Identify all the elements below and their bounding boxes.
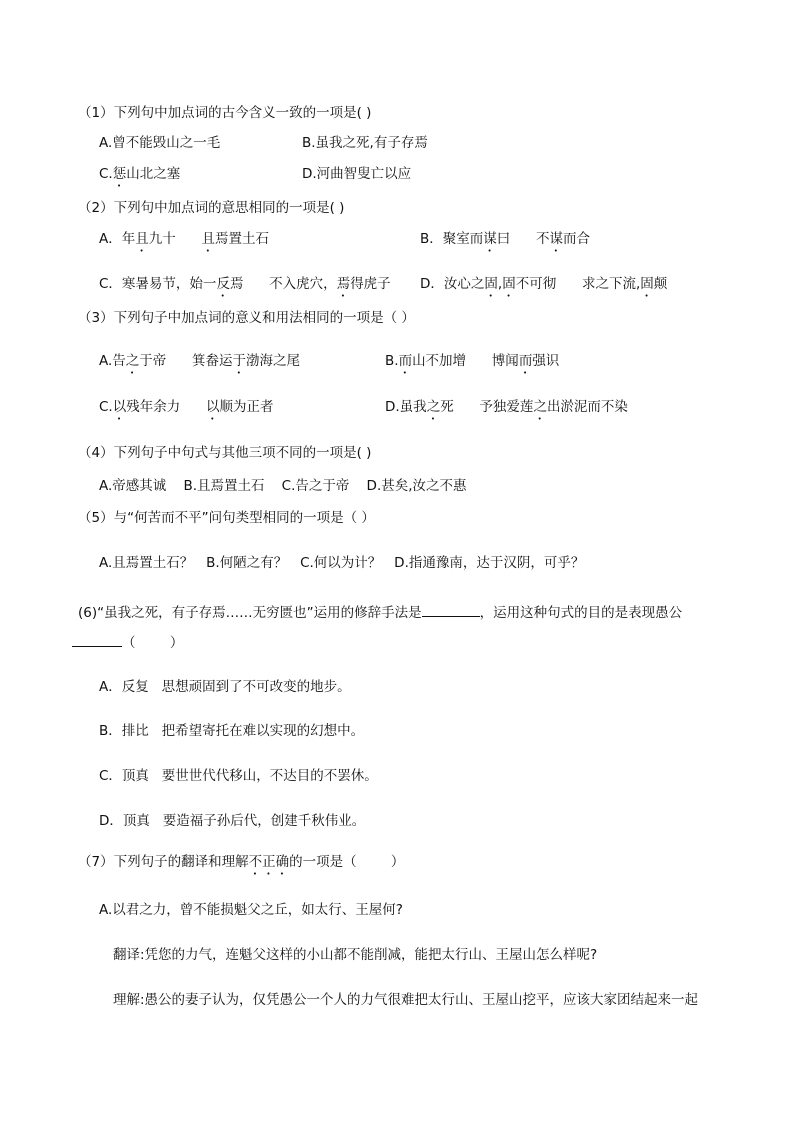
q6-option-d: D．顶真 要造福子孙后代，创建千秋伟业。 — [99, 813, 366, 829]
q3-stem: （3）下列句子中加点词的意义和用法相同的一项是（ ） — [78, 310, 415, 326]
q4-stem: （4）下列句子中句式与其他三项不同的一项是( ) — [78, 445, 372, 461]
q7-understanding: 理解:愚公的妻子认为，仅凭愚公一个人的力气很难把太行山、王屋山挖平，应该大家团结起来一起 — [113, 992, 699, 1008]
q2-option-a: A．年且九十 且焉置土石 — [99, 231, 269, 247]
q6-option-c: C．顶真 要世世代代移山，不达目的不罢休。 — [99, 768, 378, 784]
q2-option-b: B．聚室而谋曰 不谋而合 — [420, 231, 591, 247]
q6-stem-cont: （ ） — [72, 632, 183, 652]
q2-stem: （2）下列句中加点词的意思相同的一项是( ) — [78, 200, 345, 216]
q6-option-a: A．反复 思想顽固到了不可改变的地步。 — [99, 679, 351, 695]
q7-option-a: A.以君之力，曾不能损魁父之丘，如太行、王屋何? — [99, 902, 403, 918]
q6-option-b: B．排比 把希望寄托在难以实现的幻想中。 — [99, 723, 365, 739]
q5-options: A.且焉置土石？ B.何陋之有？ C.何以为计？ D.指通豫南，达于汉阴，可乎？ — [99, 555, 585, 571]
q7-translation: 翻译:凭您的力气，连魁父这样的小山都不能削减，能把太行山、王屋山怎么样呢? — [113, 947, 598, 963]
q3-option-b: B.而山不加增 博闻而强识 — [385, 353, 560, 369]
q6-blank-1[interactable] — [422, 602, 480, 617]
q3-option-d: D.虽我之死 予独爱莲之出淤泥而不染 — [385, 399, 628, 415]
q1-option-a: A.曾不能毁山之一毛 — [99, 135, 221, 151]
q1-option-c: C.惩山北之塞 — [99, 166, 181, 182]
q6-blank-2[interactable] — [72, 632, 122, 647]
q1-option-d: D.河曲智叟亡以应 — [302, 166, 412, 182]
q5-stem: （5）与“何苦而不平”问句类型相同的一项是（ ） — [78, 510, 375, 526]
q2-option-d: D．汝心之固,固不可彻 求之下流,固颠 — [420, 276, 668, 292]
q7-stem: （7）下列句子的翻译和理解不正确的一项是（ ） — [78, 854, 405, 870]
q3-option-a: A.告之于帝 箕畚运于渤海之尾 — [99, 353, 301, 369]
q1-stem: （1）下列句中加点词的古今含义一致的一项是( ) — [78, 105, 372, 121]
q6-stem: (6)“虽我之死，有子存焉……无穷匮也”运用的修辞手法是 ，运用这种句式的目的是表现愚公 — [78, 602, 682, 622]
q1-option-b: B.虽我之死,有子存焉 — [302, 135, 428, 151]
q3-option-c: C.以残年余力 以顺为正者 — [99, 399, 274, 415]
q4-options: A.帝感其诚 B.且焉置土石 C.告之于帝 D.甚矣,汝之不惠 — [99, 478, 467, 494]
q2-option-c: C．寒暑易节，始一反焉 不入虎穴，焉得虎子 — [99, 276, 391, 292]
